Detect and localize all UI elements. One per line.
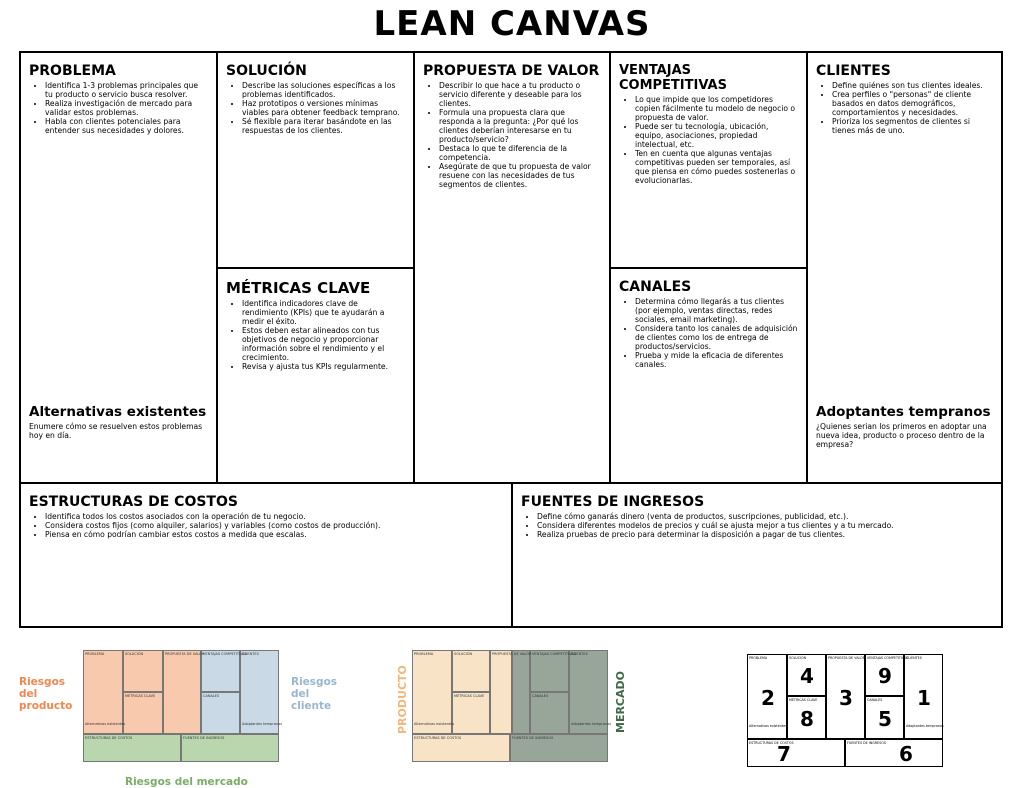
clientes-list (816, 81, 993, 135)
mini-label: ESTRUCTURAS DE COSTOS (749, 741, 794, 745)
mini-label: Alternativas existentes (414, 722, 455, 726)
solucion-title: SOLUCIÓN (226, 63, 307, 79)
mini-label: MÉTRICAS CLAVE (789, 698, 818, 702)
mini-propuesta (163, 650, 201, 734)
order-number-ventajas: 9 (878, 664, 892, 688)
problema-title: PROBLEMA (29, 63, 116, 79)
list-item: • Destaca lo que te diferencia de la competencia. (439, 144, 601, 162)
mini-label: SOLUCIÓN (454, 652, 473, 656)
mini-label: SOLUCIÓN (789, 656, 807, 660)
list-item: • Piensa en cómo podrían cambiar estos costos a medida que escalas. (45, 530, 503, 539)
solucion-list (226, 81, 405, 135)
mini-label: SOLUCIÓN (125, 652, 144, 656)
mini-label: Alternativas existentes (85, 722, 126, 726)
order-diagram (747, 654, 943, 767)
riesgos-producto-label: Riesgos del producto (19, 676, 73, 712)
list-item: • Identifica todos los costos asociados con la operación de tu negocio. (45, 512, 503, 521)
mini-label: Adoptantes tempranos (906, 724, 944, 728)
mini-label: VENTAJAS COMPETITIVAS (203, 652, 247, 656)
metricas-list (226, 299, 405, 371)
mini-label: PROBLEMA (85, 652, 105, 656)
risk-diagram (83, 650, 283, 762)
mini-label: PROPUESTA DE VALOR (165, 652, 205, 656)
adoptantes-text: ¿Quienes serian los primeros en adoptar una nueva idea, producto o proceso dentro de la empresa? (816, 422, 987, 449)
propuesta-section (415, 53, 611, 484)
mini-label: FUENTES DE INGRESOS (183, 736, 225, 740)
list-item: • Haz prototipos o versiones mínimas viables para obtener feedback temprano. (242, 99, 405, 117)
canales-title: CANALES (619, 279, 692, 295)
mini-label: CANALES (532, 694, 549, 698)
metricas-title: MÉTRICAS CLAVE (226, 279, 371, 297)
mini-label: MÉTRICAS CLAVE (454, 694, 485, 698)
riesgos-cliente-label: Riesgos del cliente (291, 676, 338, 712)
list-item: • Realiza pruebas de precio para determinar la disposición a pagar de tus clientes. (537, 530, 993, 539)
list-item: • Estos deben estar alineados con tus objetivos de negocio y proporcionar información sobre el rendimiento y el crecimiento. (242, 326, 405, 362)
mini-label: FUENTES DE INGRESOS (847, 741, 886, 745)
ventajas-list (619, 95, 798, 185)
list-item: • Crea perfiles o "personas" de cliente basados en datos demográficos, comportamientos y necesidades. (832, 90, 993, 117)
mini-label: PROBLEMA (414, 652, 434, 656)
list-item: • Considera costos fijos (como alquiler, salarios) y variables (como costos de producción). (45, 521, 503, 530)
page-title: LEAN CANVAS (373, 4, 651, 44)
ventajas-title: VENTAJAS COMPETITIVAS (619, 63, 727, 93)
order-number-costos: 7 (777, 742, 791, 766)
list-item: • Identifica 1-3 problemas principales que tu producto o servicio busca resolver. (45, 81, 208, 99)
mini-canales (530, 692, 569, 734)
mini-label: Adoptantes tempranos (571, 722, 612, 726)
mini-ventajas (201, 650, 240, 692)
mini-label: CLIENTES (571, 652, 588, 656)
costos-list (29, 512, 503, 539)
canales-section (611, 269, 808, 484)
order-number-solucion: 4 (800, 664, 814, 688)
list-item: • Asegúrate de que tu propuesta de valor resuene con las necesidades de tus segmentos de clientes. (439, 162, 601, 189)
list-item: • Describe las soluciones específicas a los problemas identificados. (242, 81, 405, 99)
mini-label: Alternativas existentes (749, 724, 787, 728)
propuesta-title: PROPUESTA DE VALOR (423, 63, 600, 79)
alternativas-title: Alternativas existentes (29, 404, 207, 420)
costos-section (21, 484, 513, 626)
mini-label: VENTAJAS COMPETITIVAS (532, 652, 576, 656)
list-item: • Puede ser tu tecnología, ubicación, equipo, asociaciones, propiedad intelectual, etc. (635, 122, 798, 149)
ingresos-section (513, 484, 1001, 626)
list-item: • Considera diferentes modelos de precios y cuál se ajusta mejor a tus clientes y a tu mercado. (537, 521, 993, 530)
mini-canales (201, 692, 240, 734)
mini-solucion (123, 650, 163, 692)
order-number-problema: 2 (761, 686, 775, 710)
list-item: • Sé flexible para iterar basándote en las respuestas de los clientes. (242, 117, 405, 135)
mini-label: CLIENTES (242, 652, 259, 656)
list-item: • Ten en cuenta que algunas ventajas competitivas pueden ser temporales, así que piensa en cómo puedes sostenerlas o evolucionarlas. (635, 149, 798, 185)
list-item: • Revisa y ajusta tus KPIs regularmente. (242, 362, 405, 371)
producto-mercado-diagram (412, 650, 612, 762)
mini-solucion (452, 650, 490, 692)
adoptantes-tempranos (816, 404, 995, 449)
mini-label: ESTRUCTURAS DE COSTOS (414, 736, 462, 740)
order-number-metricas: 8 (800, 707, 814, 731)
list-item: • Lo que impide que los competidores copien fácilmente tu modelo de negocio o propuesta de valor. (635, 95, 798, 122)
list-item: • Habla con clientes potenciales para entender sus necesidades y dolores. (45, 117, 208, 135)
problema-section (21, 53, 218, 484)
list-item: • Define quiénes son tus clientes ideales. (832, 81, 993, 90)
mini-ventajas (530, 650, 569, 692)
mini-label: CLIENTES (906, 656, 922, 660)
order-number-ingresos: 6 (899, 742, 913, 766)
mini-metricas (452, 692, 490, 734)
alternativas-existentes (29, 404, 210, 440)
mini-label: PROBLEMA (749, 656, 768, 660)
costos-title: ESTRUCTURAS DE COSTOS (29, 494, 238, 510)
ingresos-title: FUENTES DE INGRESOS (521, 494, 705, 510)
order-number-canales: 5 (878, 707, 892, 731)
list-item: • Identifica indicadores clave de rendimiento (KPIs) que te ayudarán a medir el éxito. (242, 299, 405, 326)
order-number-propuesta: 3 (839, 686, 853, 710)
list-item: • Prioriza los segmentos de clientes si tienes más de uno. (832, 117, 993, 135)
ventajas-section (611, 53, 808, 269)
adoptantes-title: Adoptantes tempranos (816, 404, 991, 420)
metricas-section (218, 269, 415, 484)
clientes-title: CLIENTES (816, 63, 891, 79)
alternativas-text: Enumere cómo se resuelven estos problemas hoy en día. (29, 422, 203, 440)
mini-label: CANALES (867, 698, 883, 702)
mini-label: VENTAJAS COMPETITIVAS (867, 656, 909, 660)
mini-label: PROPUESTA DE VALOR (828, 656, 866, 660)
lean-canvas (19, 51, 1003, 628)
solucion-section (218, 53, 415, 269)
mini-label: FUENTES DE INGRESOS (512, 736, 554, 740)
clientes-section (808, 53, 1001, 484)
list-item: • Considera tanto los canales de adquisición de clientes como los de entrega de productos/servicios. (635, 324, 798, 351)
mini-propuesta-mercado (512, 650, 530, 734)
list-item: • Determina cómo llegarás a tus clientes (por ejemplo, ventas directas, redes sociales, email marketing). (635, 297, 798, 324)
order-number-clientes: 1 (917, 686, 931, 710)
list-item: • Formula una propuesta clara que responda a la pregunta: ¿Por qué los clientes deberían interesarse en tu producto/servicio? (439, 108, 601, 144)
canales-list (619, 297, 798, 369)
riesgos-mercado-label: Riesgos del mercado (125, 776, 248, 788)
problema-list (29, 81, 208, 135)
list-item: • Realiza investigación de mercado para validar estos problemas. (45, 99, 208, 117)
list-item: • Prueba y mide la eficacia de diferentes canales. (635, 351, 798, 369)
mini-label: MÉTRICAS CLAVE (125, 694, 156, 698)
mini-propuesta (490, 650, 512, 734)
mini-label: ESTRUCTURAS DE COSTOS (85, 736, 133, 740)
mini-label: CANALES (203, 694, 220, 698)
mercado-vertical-label: MERCADO (614, 671, 627, 733)
mini-label: PROPUESTA DE VALOR (492, 652, 532, 656)
mini-metricas (123, 692, 163, 734)
producto-vertical-label: PRODUCTO (396, 665, 409, 734)
mini-label: Adoptantes tempranos (242, 722, 283, 726)
ingresos-list (521, 512, 993, 539)
list-item: • Describir lo que hace a tu producto o servicio diferente y deseable para los clientes. (439, 81, 601, 108)
list-item: • Define cómo ganarás dinero (venta de productos, suscripciones, publicidad, etc.). (537, 512, 993, 521)
propuesta-list (423, 81, 601, 189)
